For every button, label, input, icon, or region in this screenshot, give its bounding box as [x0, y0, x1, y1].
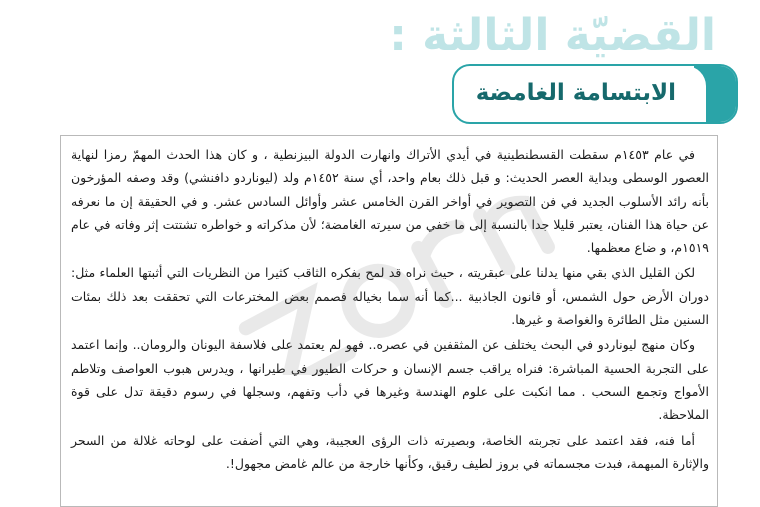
section-title-box	[452, 64, 738, 124]
paragraph-3: وكان منهج ليوناردو في البحث يختلف عن المثقفين في عصره.. فهو لم يعتمد على فلاسفة اليونان والرومان.. وإنما اعتمد على التجربة الحسية المباشرة: فنراه يراقب جسم الإنسان و حركات الطيور في طيرانها ، ويدرس هبوب العواصف وتلاطم الأمواج وتجمع السحب . مما انكبت على علوم الهندسة وغيرها في دأب وتفهم، وسجلها في رسوم دقيقة تدل على قوة الملاحظة.	[71, 337, 709, 423]
text-frame	[60, 135, 718, 507]
section-title: الابتسامة الغامضة	[475, 80, 676, 106]
paragraph-4: أما فنه، فقد اعتمد على تجربته الخاصة، وبصيرته ذات الرؤى العجيبة، وهي التي أضفت على لوحاته غلالة من السحر والإثارة المبهمة، فبدت مجسماته في بروز لطيف رقيق، وكأنها خارجة من عالم غامض مجهول!.	[71, 432, 709, 471]
paragraph-1: في عام ١٤٥٣م سقطت القسطنطينية في أيدي الأتراك وانهارت الدولة البيزنطية ، و كان هذا الحدث المهمّ رمزا لنهاية العصور الوسطى وبداية العصر الحديث: و قبل ذلك بعام واحد، أي سنة ١٤٥٢م ولد (ليوناردو دافنشي) وقد وصفه المؤرخون بأنه رائد الأسلوب الجديد في فن التصوير في أواخر القرن الخامس عشر وأوائل السادس عشر. و في الحقيقة إن ما نعرفه عن حياة هذا الفنان، يعتبر قليلا جدا بالنسبة إلى ما خفي من سيرته الغامضة؛ لأن مذكراته و خواطره تشتتت إثر وفاته في عام ١٥١٩م، و ضاع معظمها.	[71, 147, 709, 256]
paragraph-2: لكن القليل الذي بقي منها يدلنا على عبقريته ، حيث نراه قد لمح بفكره الثاقب كثيرا من النظريات التي أثبتها العلماء مثل: دوران الأرض حول الشمس، أو قانون الجاذبية ...كما أنه سما بخياله فصمم بعض المخترعات التي تحققت بعد ذلك بمئات السنين مثل الطائرة والغواصة و غيرها.	[71, 265, 709, 328]
title-accent-curve	[676, 66, 706, 122]
page-heading: القضيّة الثالثة :	[389, 10, 716, 61]
